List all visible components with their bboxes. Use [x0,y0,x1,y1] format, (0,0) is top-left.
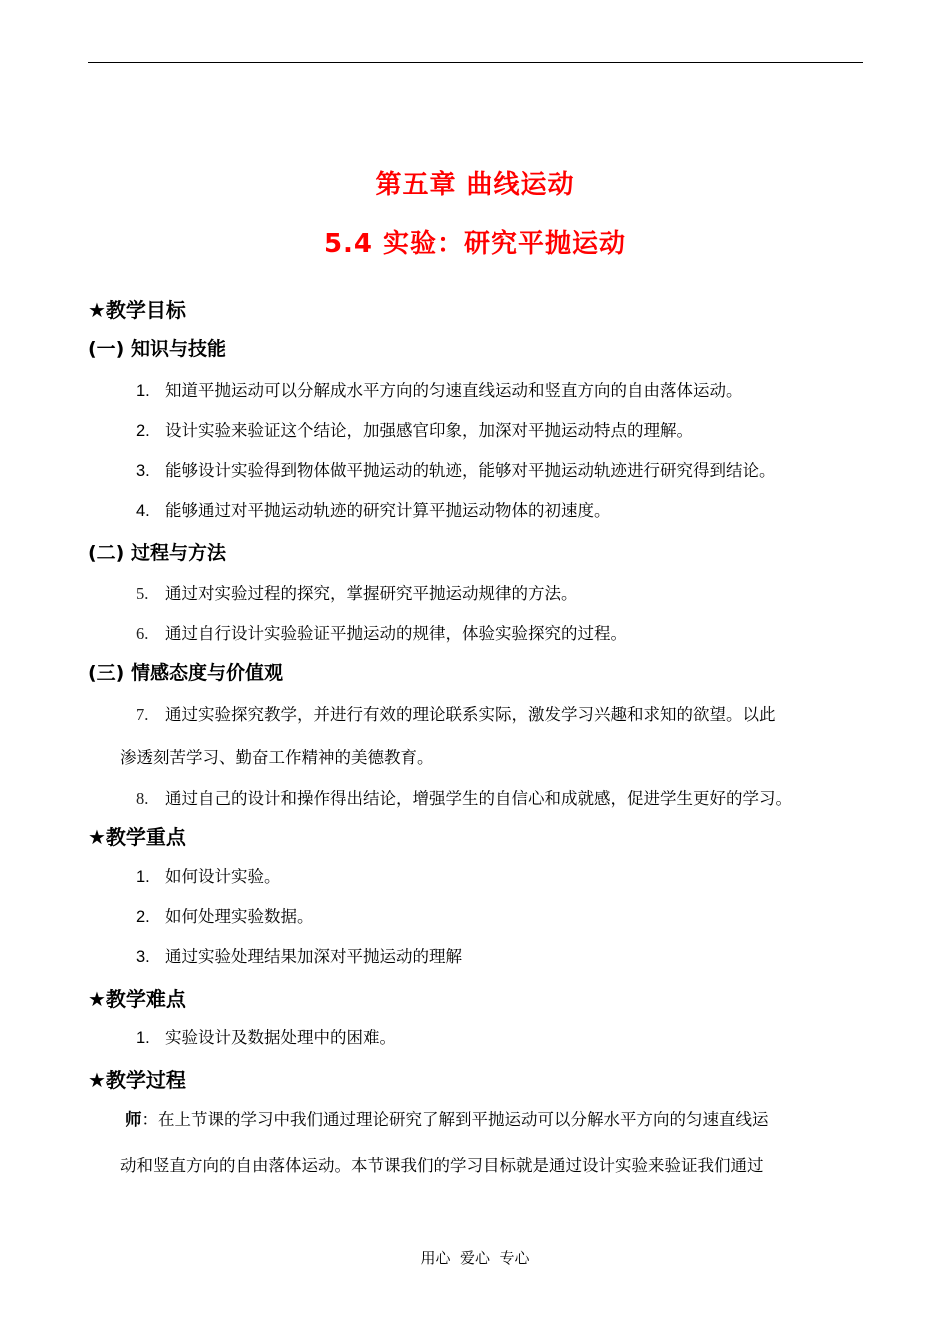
list-item [136,377,743,401]
item-number: 3. [136,462,150,480]
item-number: 1. [136,382,150,400]
knowledge-heading: (一) 知识与技能 [88,338,226,360]
list-item [136,1024,396,1048]
page-footer: 用心 爱心 专心 [420,1249,530,1267]
item-number: 2. [136,908,150,926]
paragraph-text: ：在上节课的学习中我们通过理论研究了解到平抛运动可以分解水平方向的匀速直线运 [141,1110,769,1129]
item-number: 2. [136,422,150,440]
chapter-title: 第五章 曲线运动 [375,170,575,200]
list-item [136,943,462,967]
item-number: 6. [136,624,149,643]
item-number: 3. [136,948,150,966]
item-text: 实验设计及数据处理中的困难。 [165,1028,396,1047]
item-text: 知道平抛运动可以分解成水平方向的匀速直线运动和竖直方向的自由落体运动。 [165,381,743,400]
list-item [136,701,776,725]
item-text: 能够设计实验得到物体做平抛运动的轨迹，能够对平抛运动轨迹进行研究得到结论。 [165,461,776,480]
difficulties-heading: ★教学难点 [88,987,186,1011]
item-text: 能够通过对平抛运动轨迹的研究计算平抛运动物体的初速度。 [165,501,611,520]
item-number: 1. [136,1029,150,1047]
attitude-heading: (三) 情感态度与价值观 [88,662,283,684]
item-number: 8. [136,789,149,808]
section-title: 5.4 实验：研究平抛运动 [323,229,627,259]
key-points-heading: ★教学重点 [88,825,186,849]
paragraph-line [125,1106,769,1130]
list-item [136,497,611,521]
item-text: 通过自己的设计和操作得出结论，增强学生的自信心和成就感，促进学生更好的学习。 [165,789,792,808]
item-number: 5. [136,584,149,603]
process-heading: (二) 过程与方法 [88,542,226,564]
list-item [136,620,627,644]
list-item [136,417,693,441]
item-text: 设计实验来验证这个结论，加强感官印象，加深对平抛运动特点的理解。 [165,421,693,440]
item-number: 7. [136,705,149,724]
goals-heading: ★教学目标 [88,298,186,322]
item-number: 1. [136,868,150,886]
item-number: 4. [136,502,150,520]
item-text: 如何设计实验。 [165,867,281,886]
item-continuation: 渗透刻苦学习、勤奋工作精神的美德教育。 [120,748,434,767]
item-text: 通过自行设计实验验证平抛运动的规律，体验实验探究的过程。 [165,624,627,643]
item-text: 通过对实验过程的探究，掌握研究平抛运动规律的方法。 [165,584,578,603]
item-text: 通过实验处理结果加深对平抛运动的理解 [165,947,462,966]
paragraph-line: 动和竖直方向的自由落体运动。本节课我们的学习目标就是通过设计实验来验证我们通过 [120,1156,764,1175]
list-item [136,580,578,604]
item-text: 通过实验探究教学，并进行有效的理论联系实际，激发学习兴趣和求知的欲望。以此 [165,705,776,724]
list-item [136,863,281,887]
process-section-heading: ★教学过程 [88,1068,186,1092]
speaker-label: 师 [125,1110,142,1129]
item-text: 如何处理实验数据。 [165,907,314,926]
list-item [136,785,792,809]
header-rule [88,62,863,63]
list-item [136,457,776,481]
list-item [136,903,314,927]
